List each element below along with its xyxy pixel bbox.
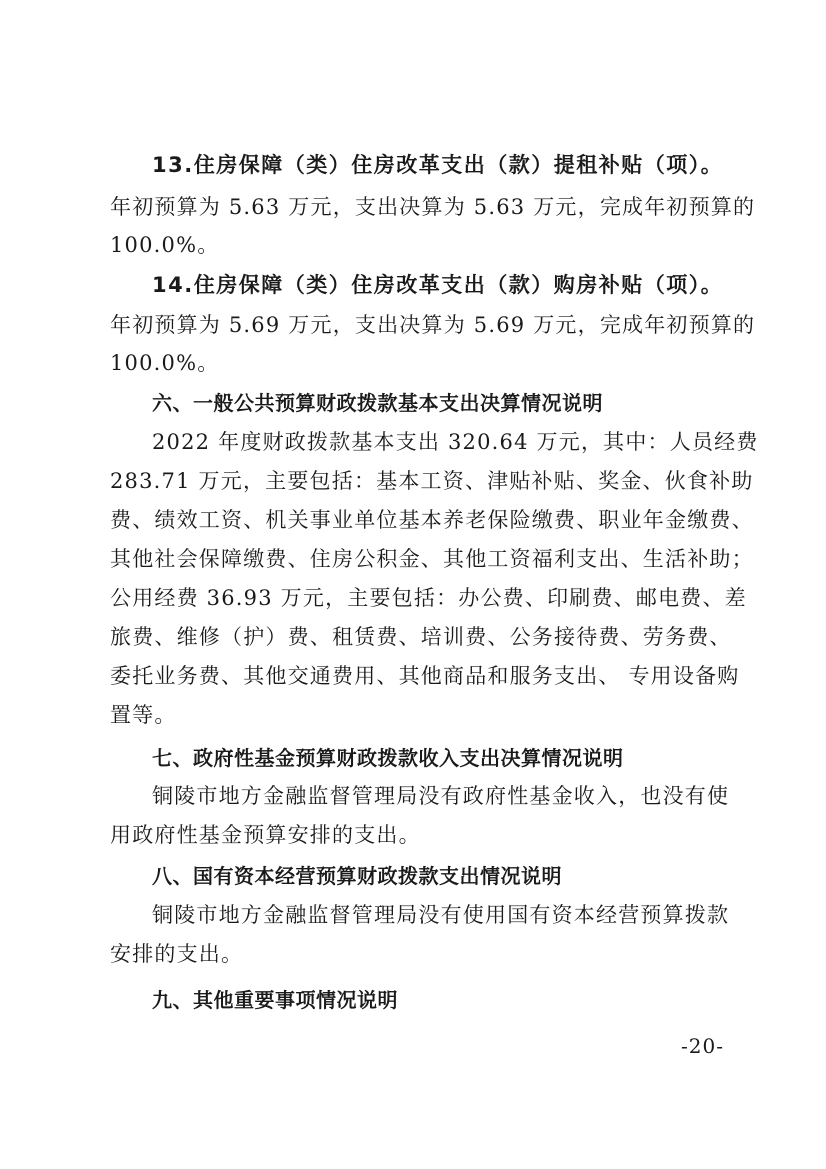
item-13-title: 13.住房保障（类）住房改革支出（款）提租补贴（项）。	[152, 153, 724, 177]
section-7-line: 用政府性基金预算安排的支出。	[110, 823, 421, 847]
section-8-heading: 八、国有资本经营预算财政拨款支出情况说明	[152, 864, 562, 888]
section-7-line: 铜陵市地方金融监督管理局没有政府性基金收入，也没有使	[152, 784, 730, 808]
page-number: -20-	[681, 1034, 724, 1058]
section-8-line: 铜陵市地方金融监督管理局没有使用国有资本经营预算拨款	[152, 903, 730, 927]
section-9-heading: 九、其他重要事项情况说明	[152, 988, 398, 1012]
item-14-title: 14.住房保障（类）住房改革支出（款）购房补贴（项）。	[152, 273, 724, 297]
item-13-line-2: 100.0%。	[110, 233, 220, 257]
section-6-line: 其他社会保障缴费、住房公积金、其他工资福利支出、生活补助；	[110, 547, 754, 571]
item-13-line-1: 年初预算为 5.63 万元，支出决算为 5.63 万元，完成年初预算的	[110, 195, 756, 219]
section-6-line: 公用经费 36.93 万元，主要包括：办公费、印刷费、邮电费、差	[110, 586, 747, 610]
section-6-line: 旅费、维修（护）费、租赁费、培训费、公务接待费、劳务费、	[110, 625, 732, 649]
item-14-line-1: 年初预算为 5.69 万元，支出决算为 5.69 万元，完成年初预算的	[110, 313, 756, 337]
item-14-line-2: 100.0%。	[110, 351, 220, 375]
section-6-line: 费、绩效工资、机关事业单位基本养老保险缴费、职业年金缴费、	[110, 508, 754, 532]
section-6-line: 委托业务费、其他交通费用、其他商品和服务支出、 专用设备购	[110, 664, 740, 688]
section-6-line: 283.71 万元，主要包括：基本工资、津贴补贴、奖金、伙食补助	[110, 469, 754, 493]
section-6-line: 置等。	[110, 703, 177, 727]
section-6-heading: 六、一般公共预算财政拨款基本支出决算情况说明	[152, 391, 603, 415]
section-6-line: 2022 年度财政拨款基本支出 320.64 万元，其中：人员经费	[152, 430, 759, 454]
section-8-line: 安排的支出。	[110, 942, 244, 966]
section-7-heading: 七、政府性基金预算财政拨款收入支出决算情况说明	[152, 746, 624, 770]
